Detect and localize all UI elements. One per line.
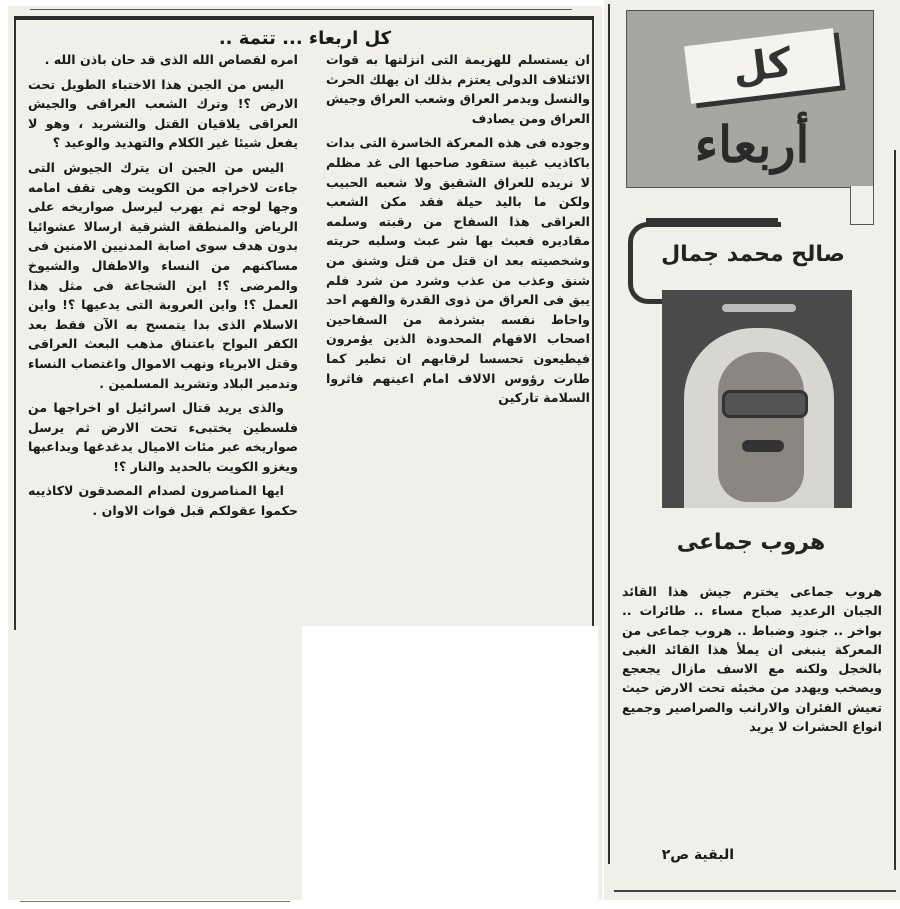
article-headline: كل اربعاء ... تتمة .. (218, 28, 392, 49)
paragraph: اليس من الجبن هذا الاختباء الطويل تحت الارض ؟! وترك الشعب العراقى والجيش العراقى يلاقيان القتل والتشريد ، وهو لا يفعل شيئا غير الكلام والتهديد والوعيد ؟ (28, 76, 298, 151)
author-name: صالح محمد جمال (661, 242, 845, 267)
paragraph: هروب جماعى يخترم جيش هذا القائد الجبان الرعديد صباح مساء .. طائرات .. بواخر .. جنود وضباط .. هروب جماعى من المعركة ينبغى ان يملأ هذا القائد الغبى بالخجل ولكنه مع الاسف مازال يجعجع ويصخب ويهدد من مخبئه تحت الارض حيث تعيش الفئران والارانب والصراصير وجميع انواع الحشرات لا يريد (622, 584, 882, 735)
column-b (28, 50, 298, 526)
frame-right (894, 150, 896, 870)
paragraph: والذى يريد قتال اسرائيل او اخراجها من فلسطين يختبىء تحت الارض ثم يرسل صواريخه عبر مئات الاميال يدغدغها ويداعبها ويغزو الكويت بالحديد والنار ؟! (28, 400, 298, 474)
top-divider (14, 16, 594, 20)
logo-text-arbaa: أربعاء (694, 114, 810, 174)
left-column-rule (14, 20, 16, 630)
mustache-shape (742, 440, 784, 452)
iqal-shape (722, 304, 796, 312)
column-logo (626, 10, 874, 188)
column-b-bottom-rule (20, 901, 290, 902)
right-column-rule (592, 20, 594, 630)
frame-left (608, 4, 610, 864)
blank-area (302, 626, 598, 909)
logo-tail (850, 186, 874, 225)
author-photo (662, 290, 852, 508)
column-header-article (604, 0, 900, 900)
glasses-shape (722, 390, 808, 418)
face-shape (718, 352, 804, 502)
paragraph: اليس من الجبن ان يترك الجيوش التى جاءت لاخراجه من الكويت وهى تقف امامه وجها لوجه ثم يهرب ليرسل صواريخه على الرياض والمنطقة الشرقية ارسالا عشوائيا بدون هدف سوى اصابة المدنيين الامنين فى مساكنهم من النساء والاطفال والشيوخ والمرضى ؟! اين الشجاعة فى مثل هذا العمل ؟! واين العروبة التى يدعيها ؟! واين الاسلام الذى بدا يتمسح به الآن فقط بعد الكفر البواح باعتناق مذهب البعث العراقى وقتل الابرياء ونهب الاموال واغتصاب النساء وتدمير البلاد وتشريد المسلمين . (28, 159, 298, 391)
frame-bottom (614, 890, 896, 892)
paragraph: وجوده فى هذه المعركة الخاسرة التى بدات باكاذيب غبية ستقود صاحبها الى غد مظلم لا نريده للعراق الشقيق ولا شعبه الحبيب ولكن ما باليد حيلة فقد مكن الشعب العراقى هذا السفاح من رقبته وسلمه مقاديره فعبث بها شر عبث وسلبه حريته وشخصيته بعد ان قتل من قتل وشنق من شنق وعذب من عذب وشرد من شرد فلم يبق فى العراق من ذوى القدرة والفهم احد واحاط نفسه بشرذمة من السفاحين اصحاب الافهام المحدودة الذين يؤمرون فيطيعون تحسسا لرقابهم ان تطير كما طارت رؤوس الالاف امام اعينهم فاثروا السلامة تاركين (326, 135, 590, 406)
paragraph: ايها المناصرون لصدام المصدقون لاكاذيبه حكموا عقولكم قبل فوات الاوان . (28, 483, 298, 519)
column-c (622, 582, 882, 741)
logo-text-kul: كل (684, 28, 840, 104)
continued-note: البقية ص٢ (661, 847, 734, 863)
paragraph: ان يستسلم للهزيمة التى انزلتها به قوات الائتلاف الدولى يعتزم بذلك ان يهلك الحرث والنسل ويدمر العراق وشعب العراق وجيش العراق ومن يصادف (326, 52, 590, 126)
paragraph: امره لقصاص الله الذى قد حان باذن الله . (44, 52, 298, 67)
top-divider-thin (30, 9, 572, 10)
article-subheading: هروب جماعى (676, 530, 826, 555)
column-a (326, 50, 590, 413)
